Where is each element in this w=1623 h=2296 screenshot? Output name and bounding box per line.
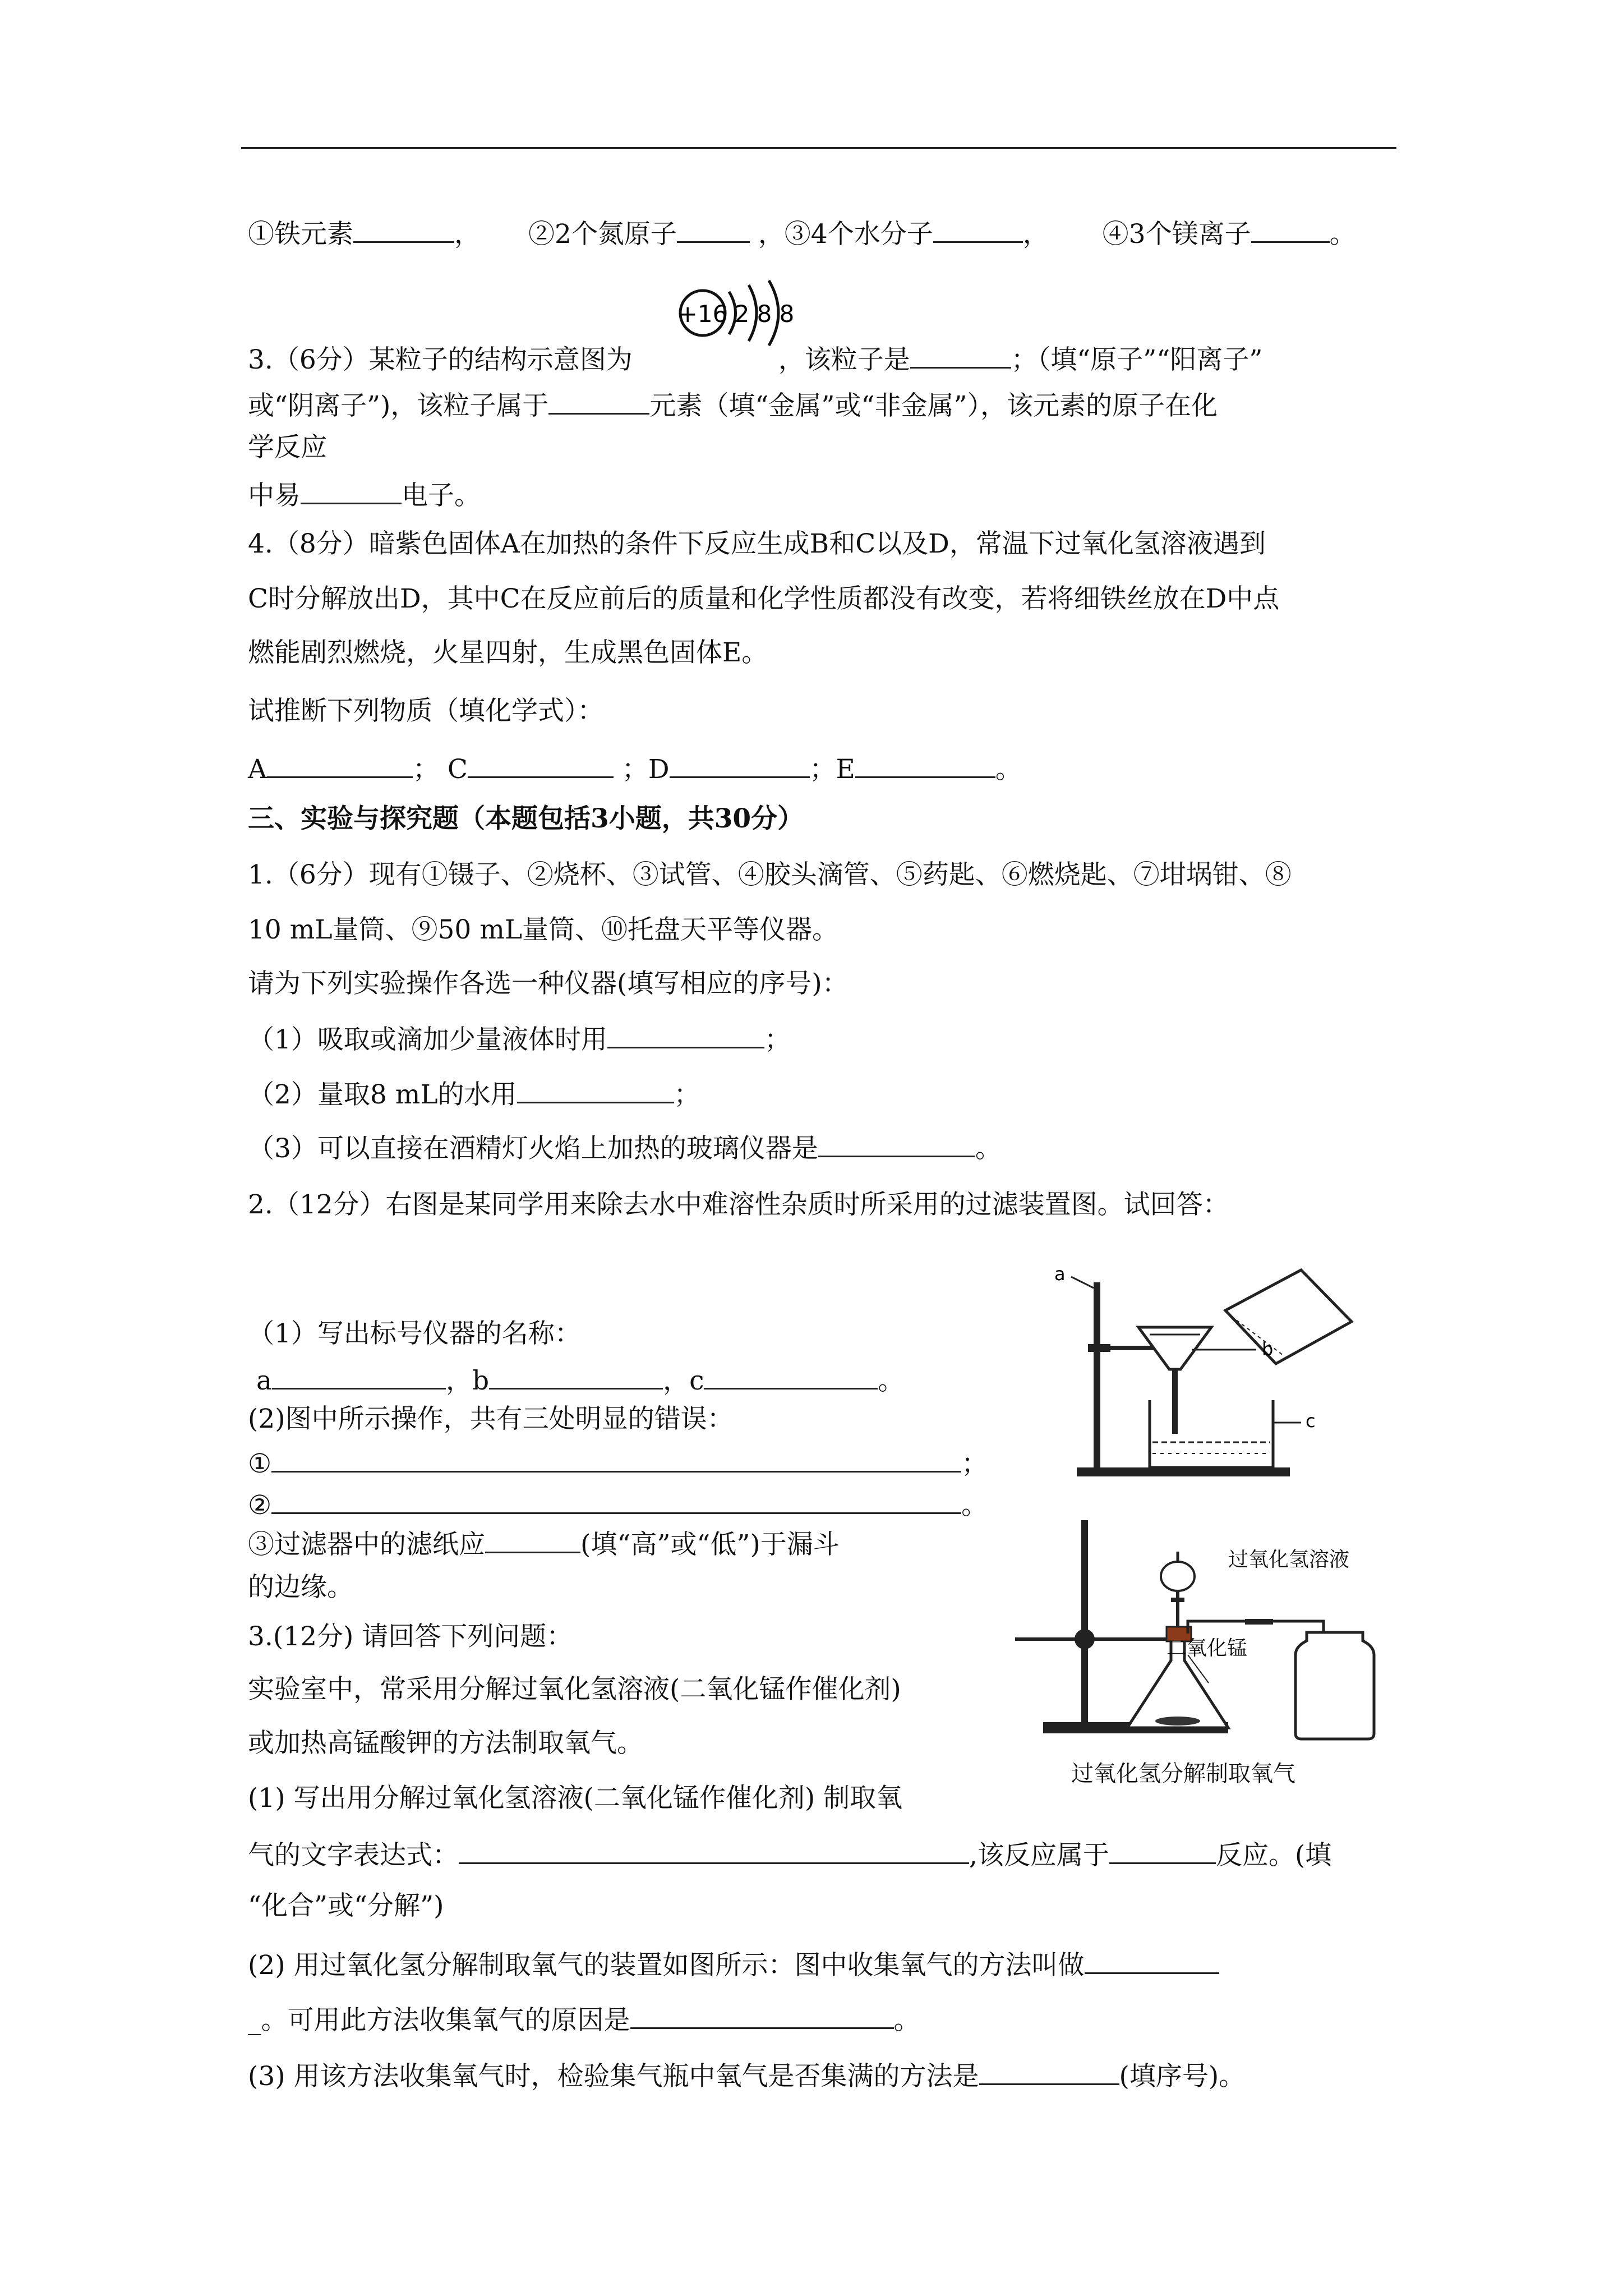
- q4-line-3: 燃能剧烈燃烧，火星四射，生成黑色固体E。: [248, 637, 768, 668]
- q3-text-c: ；（填“原子”“阳离子”: [1011, 344, 1263, 375]
- p3-line-1: 3.(12分) 请回答下列问题：: [248, 1621, 573, 1652]
- q4-line-4: 试推断下列物质（填化学式）：: [248, 696, 604, 726]
- p2-sub-2: (2)图中所示操作，共有三处明显的错误：: [248, 1404, 734, 1434]
- label-b: ，b: [445, 1365, 490, 1396]
- p1-sub2-text: （2）量取8 mL的水用: [248, 1079, 517, 1110]
- blank-error-2[interactable]: [271, 1485, 961, 1514]
- fig-label-a: a: [1054, 1263, 1066, 1285]
- p3-line-4: (1) 写出用分解过氧化氢溶液(二氧化锰作催化剂) 制取氧: [248, 1783, 903, 1814]
- blank-magnesium[interactable]: [1251, 214, 1330, 243]
- p3-text: (2) 用过氧化氢分解制取氧气的装置如图所示：图中收集氧气的方法叫做: [248, 1950, 1085, 1981]
- blank-collection-method[interactable]: [1085, 1945, 1219, 1974]
- p2-line-1: 2.（12分）右图是某同学用来除去水中难溶性杂质时所采用的过滤装置图。试回答：: [248, 1189, 1229, 1220]
- period: 。: [995, 754, 1022, 785]
- p2-error-1: [248, 1444, 988, 1481]
- blank-p2-b[interactable]: [489, 1361, 663, 1389]
- blank-a[interactable]: [267, 749, 413, 778]
- shell-3-electrons: 8: [779, 300, 795, 328]
- item-water-molecules: ，③4个水分子: [758, 219, 933, 250]
- period: 。: [961, 1490, 988, 1521]
- fig-label-c: c: [1306, 1410, 1316, 1432]
- nucleus-charge: +16: [677, 300, 728, 328]
- blank-p1-1[interactable]: [607, 1020, 764, 1048]
- p3-line-9: [248, 2056, 1245, 2093]
- q2-items-line: ①铁元素 ， ②2个氮原子 ，③4个水分子 ， ④3个镁离子 。: [248, 214, 1356, 251]
- blank-p1-3[interactable]: [818, 1129, 975, 1157]
- q3-text: 或“阴离子”)，该粒子属于: [248, 390, 549, 421]
- semi: ；: [674, 1079, 700, 1110]
- p1-sub1-text: （1）吸取或滴加少量液体时用: [248, 1024, 607, 1055]
- p3-line-2: 实验室中，常采用分解过氧化氢溶液(二氧化锰作催化剂): [248, 1674, 901, 1705]
- q4-line-2: C时分解放出D，其中C在反应前后的质量和化学性质都没有改变，若将细铁丝放在D中点: [248, 583, 1280, 614]
- p3-line-7: [248, 1945, 1219, 1982]
- p2-error-3-cont: 的边缘。: [248, 1572, 353, 1603]
- answer-label-c: C: [447, 754, 468, 785]
- q3-text-b: 电子。: [402, 480, 481, 511]
- p3-text: (3) 用该方法收集氧气时，检验集气瓶中氧气是否集满的方法是: [248, 2061, 979, 2092]
- q3-text: 3.（6分）某粒子的结构示意图为: [248, 344, 633, 375]
- q3-text: 中易: [248, 480, 301, 511]
- item-iron-element: ①铁元素: [248, 219, 353, 250]
- blank-p2-a[interactable]: [272, 1361, 446, 1389]
- q4-line-1: 4.（8分）暗紫色固体A在加热的条件下反应生成B和C以及D，常温下过氧化氢溶液遇到: [248, 528, 1266, 559]
- blank-water[interactable]: [933, 214, 1023, 243]
- item-magnesium-ions: ④3个镁离子: [1102, 219, 1251, 250]
- answer-label-e: ；E: [809, 754, 855, 785]
- p1-line-2: 10 mL量筒、⑨50 mL量筒、⑩托盘天平等仪器。: [248, 914, 839, 945]
- period: 。: [878, 1365, 905, 1396]
- answer-label-d: ；D: [621, 754, 670, 785]
- p3-line-8: [248, 2000, 920, 2037]
- blank-equation[interactable]: [459, 1835, 969, 1864]
- label-a: a: [256, 1365, 272, 1396]
- p2-names: [248, 1361, 904, 1398]
- blank-reaction-type[interactable]: [1109, 1835, 1216, 1864]
- q4-answers: [248, 749, 1022, 786]
- period: 。: [975, 1133, 1002, 1164]
- label-c: ，c: [663, 1365, 704, 1396]
- blank-error-3[interactable]: [485, 1527, 580, 1553]
- shell-2-electrons: 8: [757, 300, 772, 328]
- period: 。: [893, 2005, 920, 2036]
- p3-line-3: 或加热高锰酸钾的方法制取氧气。: [248, 1728, 643, 1759]
- blank-element-type[interactable]: [548, 386, 649, 415]
- p3-text: 气的文字表达式：: [248, 1840, 459, 1871]
- semi: ；: [961, 1448, 988, 1479]
- blank-c[interactable]: [468, 749, 614, 778]
- blank-p2-c[interactable]: [704, 1361, 878, 1389]
- period: 。: [1329, 219, 1356, 250]
- blank-iron[interactable]: [353, 214, 454, 243]
- item-nitrogen-atoms: ②2个氮原子: [528, 219, 677, 250]
- p1-sub-1: [248, 1020, 791, 1057]
- p3-text-b: ,该反应属于: [969, 1840, 1109, 1871]
- p2-sub-1: （1）写出标号仪器的名称：: [248, 1318, 581, 1349]
- p3-text: _。可用此方法收集氧气的原因是: [248, 2005, 630, 2036]
- q3-line-3: 学反应: [248, 432, 327, 463]
- fig-caption-oxygen: 过氧化氢分解制取氧气: [1071, 1761, 1295, 1787]
- error-3-text: ③过滤器中的滤纸应: [248, 1529, 485, 1560]
- blank-nitrogen[interactable]: [677, 214, 750, 243]
- q3-line-2: [248, 386, 1218, 423]
- p3-text-b: (填序号)。: [1119, 2061, 1246, 2092]
- filtration-apparatus-figure: [1038, 1260, 1385, 1484]
- blank-particle-type[interactable]: [910, 340, 1011, 369]
- error-1-label: ①: [248, 1448, 272, 1479]
- fig-label-manganese-dioxide: 二氧化锰: [1166, 1637, 1248, 1660]
- sep: ；: [412, 754, 439, 785]
- semi: ；: [764, 1024, 791, 1055]
- blank-error-1[interactable]: [271, 1444, 961, 1473]
- p3-text-c: 反应。(填: [1215, 1840, 1332, 1871]
- q3-line-4: [248, 476, 481, 513]
- p1-sub-3: [248, 1129, 1002, 1166]
- p3-line-5: [248, 1835, 1331, 1872]
- section-3-heading: 三、实验与探究题（本题包括3小题，共30分）: [248, 803, 804, 834]
- fig-label-b: b: [1262, 1338, 1274, 1360]
- fig-label-hydrogen-peroxide: 过氧化氢溶液: [1228, 1548, 1350, 1571]
- p1-sub3-text: （3）可以直接在酒精灯火焰上加热的玻璃仪器是: [248, 1133, 818, 1164]
- p1-line-3: 请为下列实验操作各选一种仪器(填写相应的序号)：: [248, 968, 849, 999]
- p2-error-2: [248, 1485, 988, 1522]
- blank-electron[interactable]: [301, 476, 402, 504]
- shell-1-electrons: 2: [734, 300, 750, 328]
- error-2-label: ②: [248, 1490, 272, 1521]
- q3-text-b: ，该粒子是: [778, 344, 910, 375]
- q3-text-b: 元素（填“金属”或“非金属”），该元素的原子在化: [649, 390, 1218, 421]
- error-3-text-b: (填“高”或“低”)于漏斗: [580, 1529, 840, 1560]
- p2-error-3: [248, 1527, 840, 1562]
- blank-check-method[interactable]: [979, 2056, 1119, 2085]
- p1-line-1: 1.（6分）现有①镊子、②烧杯、③试管、④胶头滴管、⑤药匙、⑥燃烧匙、⑦坩埚钳、⑧: [248, 859, 1292, 890]
- p3-line-6: “化合”或“分解”): [248, 1890, 444, 1921]
- blank-e[interactable]: [855, 749, 995, 778]
- blank-collection-reason[interactable]: [630, 2000, 894, 2029]
- p1-sub-2: [248, 1075, 700, 1112]
- q3-line-1: [248, 340, 1262, 377]
- blank-d[interactable]: [670, 749, 810, 778]
- header-rule: [241, 147, 1396, 149]
- answer-label-a: A: [248, 754, 267, 785]
- blank-p1-2[interactable]: [517, 1075, 674, 1103]
